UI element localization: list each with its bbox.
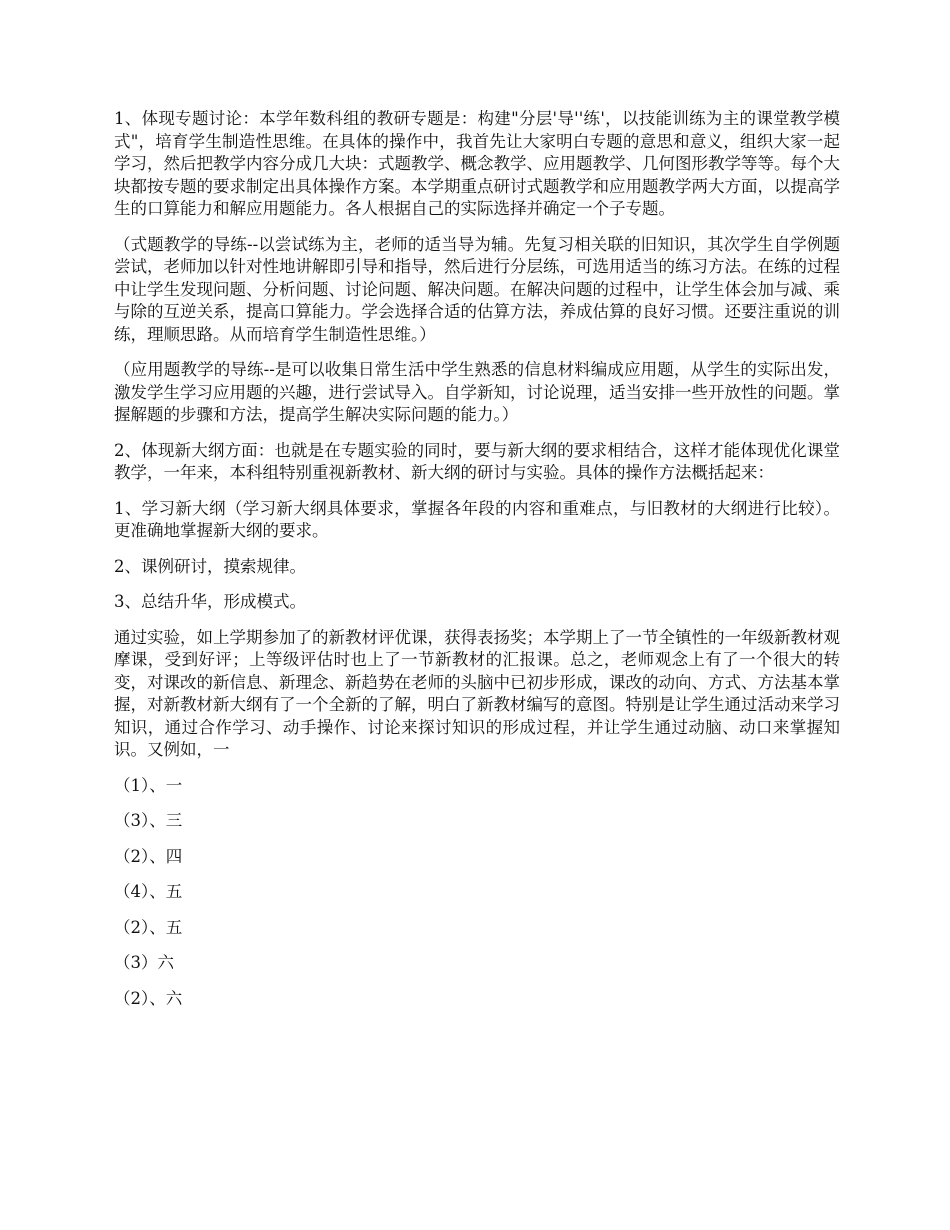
paragraph-topic-discussion: 1、体现专题讨论：本学年数科组的教研专题是：构建"分层'导''练'，以技能训练为主的课堂教学模式"，培育学生制造性思维。在具体的操作中，我首先让大家明白专题的意思和意义，组织大家一起学习，然后把教学内容分成几大块：式题教学、概念教学、应用题教学、几何图形教学等等。每个大块都按专题的要求制定出具体操作方案。本学期重点研讨式题教学和应用题教学两大方面，以提高学生的口算能力和解应用题能力。各人根据自己的实际选择并确定一个子专题。 [114, 109, 840, 218]
list-item: （2）、五 [114, 917, 183, 937]
paragraph-summary: 3、总结升华，形成模式。 [114, 592, 306, 611]
paragraph-lesson-research: 2、课例研讨，摸索规律。 [114, 556, 306, 576]
paragraph-new-syllabus: 2、体现新大纲方面：也就是在专题实验的同时，要与新大纲的要求相结合，这样才能体现优化课堂教学，一年来，本科组特别重视新教材、新大纲的研讨与实验。具体的操作方法概括起来： [114, 440, 840, 482]
list-item: （2）、六 [114, 988, 183, 1008]
list-item: （4）、五 [114, 882, 183, 901]
list-item: （2）、四 [114, 846, 183, 866]
list-item: （3）、三 [114, 811, 183, 830]
paragraph-formula-teaching: （式题教学的导练--以尝试练为主，老师的适当导为辅。先复习相关联的旧知识，其次学生自学例题尝试，老师加以针对性地讲解即引导和指导，然后进行分层练，可选用适当的练习方法。在练的过程中让学生发现问题、分析问题、讨论问题、解决问题。在解决问题的过程中，让学生体会加与减、乘与除的互逆关系，提高口算能力。学会选择合适的估算方法，养成估算的良好习惯。还要注重说的训练，理顺思路。从而培育学生制造性思维。） [114, 234, 840, 344]
paragraph-study-syllabus: 1、学习新大纲（学习新大纲具体要求，掌握各年段的内容和重难点，与旧教材的大纲进行比较）。更准确地掌握新大纲的要求。 [114, 498, 840, 540]
document-page [114, 108, 840, 1023]
paragraph-word-problem-teaching: （应用题教学的导练--是可以收集日常生活中学生熟悉的信息材料编成应用题，从学生的实际出发，激发学生学习应用题的兴趣，进行尝试导入。自学新知，讨论说理，适当安排一些开放性的问题。掌握解题的步骤和方法，提高学生解决实际问题的能力。） [114, 360, 840, 424]
list-item: （3）六 [114, 953, 174, 972]
list-item: （1）、一 [114, 775, 183, 795]
paragraph-experiment-results: 通过实验，如上学期参加了的新教材评优课，获得表扬奖；本学期上了一节全镇性的一年级新教材观摩课，受到好评；上等级评估时也上了一节新教材的汇报课。总之，老师观念上有了一个很大的转变，对课改的新信息、新理念、新趋势在老师的头脑中已初步形成，课改的动向、方式、方法基本掌握，对新教材新大纲有了一个全新的了解，明白了新教材编写的意图。特别是让学生通过活动来学习知识，通过合作学习、动手操作、讨论来探讨知识的形成过程，并让学生通过动脑、动口来掌握知识。又例如，一 [114, 627, 840, 759]
